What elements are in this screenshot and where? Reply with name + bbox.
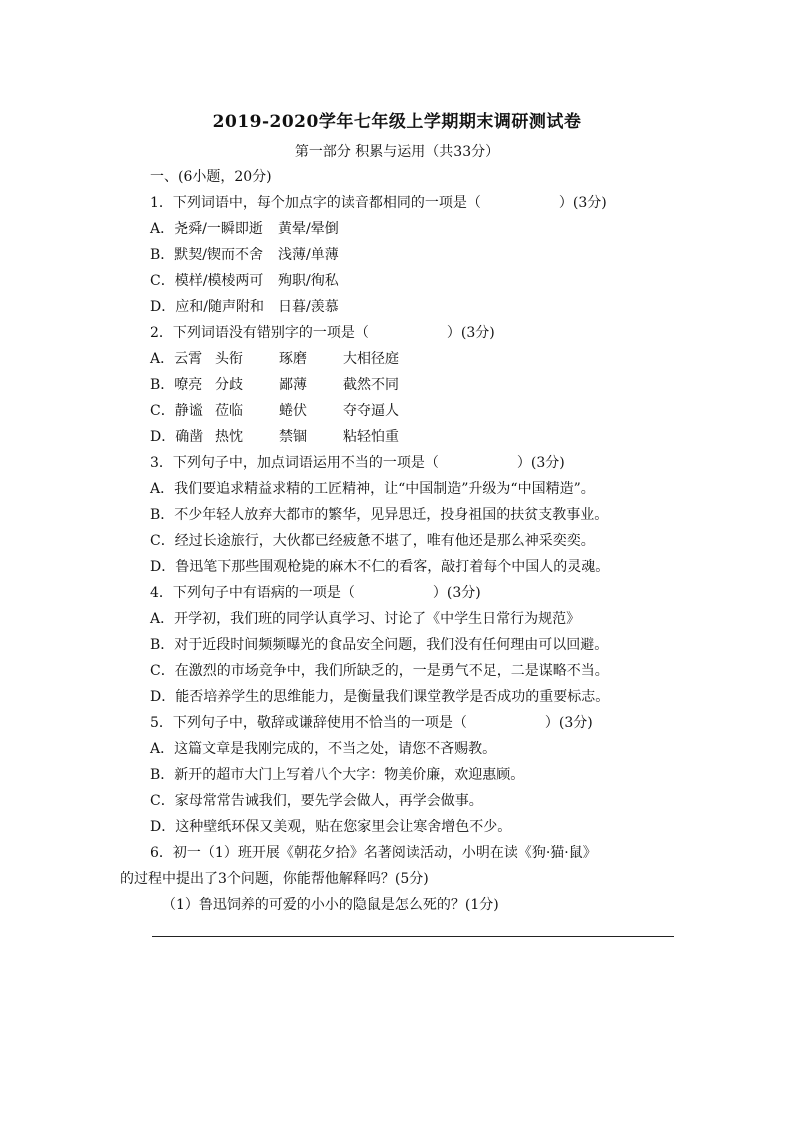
question-3-option-c: C．经过长途旅行，大伙都已经疲惫不堪了，唯有他还是那么神采奕奕。 — [150, 533, 595, 549]
question-2-score: ）(3分) — [446, 325, 495, 341]
question-2-option-b: B．嘹亮 分歧 鄙薄 截然不同 — [150, 377, 399, 393]
question-1-stem-text: 1．下列词语中，每个加点字的读音都相同的一项是（ — [150, 195, 481, 211]
question-3-stem — [150, 450, 680, 476]
question-5-option-a: A．这篇文章是我刚完成的，不当之处，请您不吝赐教。 — [150, 741, 497, 757]
question-4-option-b: B．对于近段时间频频曝光的食品安全问题，我们没有任何理由可以回避。 — [150, 637, 609, 653]
question-1-option-c: C．模样/模棱两可 殉职/徇私 — [150, 273, 339, 289]
section-subtitle: 第一部分 积累与运用（共33分） — [294, 144, 500, 160]
question-2-option-c: C．静谧 莅临 蜷伏 夺夺逼人 — [150, 403, 399, 419]
section-heading: 一、(6小题，20分) — [150, 169, 272, 185]
question-6-subquestion-1: （1）鲁迅饲养的可爱的小小的隐鼠是怎么死的？(1分) — [162, 897, 499, 913]
question-5-option-c: C．家母常常告诫我们，要先学会做人，再学会做事。 — [150, 793, 483, 809]
question-2-option-d: D．确凿 热忱 禁锢 粘轻怕重 — [150, 429, 399, 445]
question-2-option-a: A．云霄 头衔 琢磨 大相径庭 — [150, 351, 399, 367]
exam-content — [120, 164, 680, 918]
question-1-option-d: D．应和/随声附和 日暮/羡慕 — [150, 299, 339, 315]
question-1-option-b: B．默契/锲而不舍 浅薄/单薄 — [150, 247, 339, 263]
question-4-option-a: A．开学初，我们班的同学认真学习、讨论了《中学生日常行为规范》 — [150, 611, 581, 627]
question-4-option-d: D．能否培养学生的思维能力，是衡量我们课堂教学是否成功的重要标志。 — [150, 689, 610, 705]
question-3-option-d: D．鲁迅笔下那些围观枪毙的麻木不仁的看客，敲打着每个中国人的灵魂。 — [150, 559, 610, 575]
exam-title: 2019-2020学年七年级上学期期末调研测试卷 — [212, 112, 582, 132]
question-3-stem-text: 3．下列句子中，加点词语运用不当的一项是（ — [150, 455, 439, 471]
question-5-stem-text: 5．下列句子中，敬辞或谦辞使用不恰当的一项是（ — [150, 715, 467, 731]
answer-writing-line[interactable] — [152, 936, 674, 937]
question-4-stem-text: 4．下列句子中有语病的一项是（ — [150, 585, 355, 601]
question-5-option-b: B．新开的超市大门上写着八个大字：物美价廉，欢迎惠顾。 — [150, 767, 525, 783]
question-1-stem — [150, 190, 680, 216]
question-4-option-c: C．在激烈的市场竞争中，我们所缺乏的，一是勇气不足，二是谋略不当。 — [150, 663, 609, 679]
question-5-option-d: D．这种壁纸环保又美观，贴在您家里会让寒舍增色不少。 — [150, 819, 512, 835]
question-2-stem — [150, 320, 680, 346]
question-6-stem-line-1: 6．初一（1）班开展《朝花夕拾》名著阅读活动，小明在读《狗·猫·鼠》 — [150, 845, 597, 861]
question-4-score: ）(3分) — [432, 585, 481, 601]
question-2-stem-text: 2．下列词语没有错别字的一项是（ — [150, 325, 369, 341]
question-6-stem-line-2: 的过程中提出了3个问题，你能帮他解释吗？(5分) — [120, 871, 429, 887]
question-4-stem — [150, 580, 680, 606]
question-3-score: ）(3分) — [516, 455, 565, 471]
question-1-option-a: A．尧舜/一瞬即逝 黄晕/晕倒 — [150, 221, 339, 237]
question-1-score: ）(3分) — [558, 195, 607, 211]
question-5-score: ）(3分) — [544, 715, 593, 731]
question-3-option-b: B．不少年轻人放弃大都市的繁华，见异思迁，投身祖国的扶贫支教事业。 — [150, 507, 609, 523]
question-3-option-a: A．我们要追求精益求精的工匠精神，让“中国制造”升级为“中国精造”。 — [150, 481, 595, 497]
question-5-stem — [150, 710, 680, 736]
